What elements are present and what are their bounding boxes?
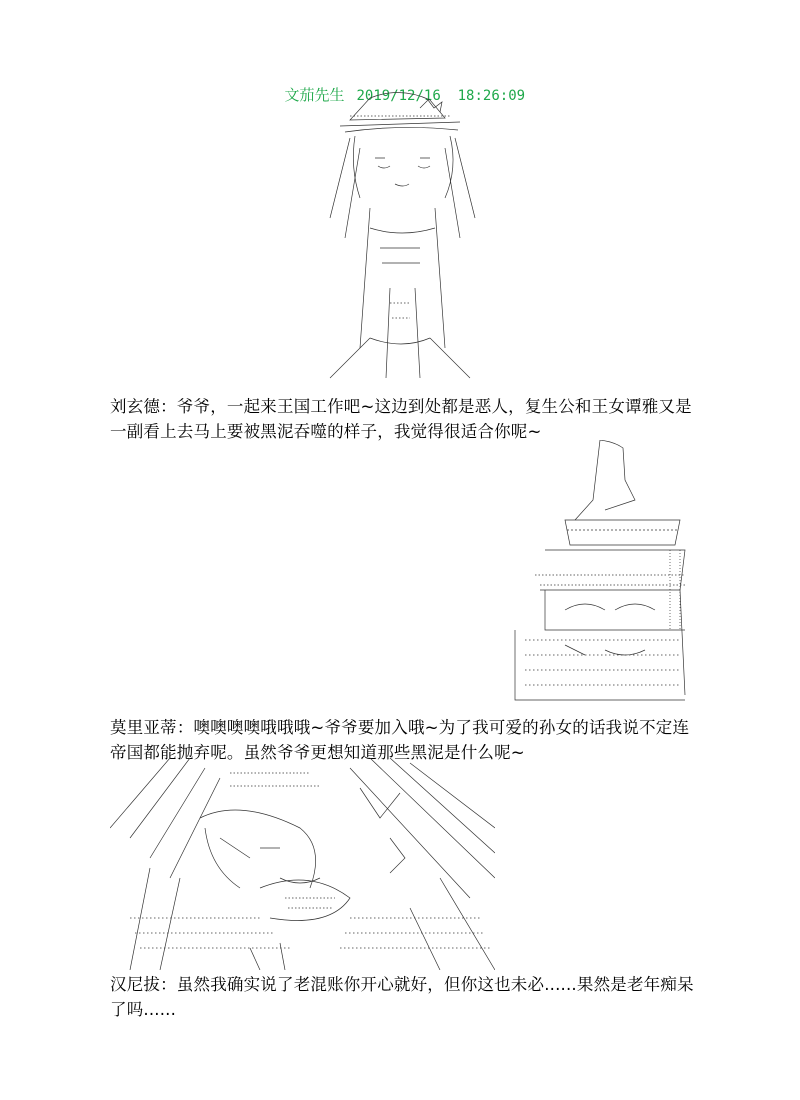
speaker-name: 汉尼拔 — [110, 975, 161, 994]
dialogue-line — [110, 394, 695, 444]
dialogue-text: ：爷爷，一起来王国工作吧~这边到处都是恶人，复生公和王女谭雅又是一副看上去马上要被黑泥吞噬的样子，我觉得很适合你呢~ — [110, 397, 692, 441]
ascii-art-windswept-figure — [110, 758, 495, 970]
speaker-name: 刘玄德 — [110, 397, 161, 416]
ascii-art-hooded-figure — [505, 440, 695, 710]
dialogue-text: ：噢噢噢噢哦哦哦~爷爷要加入哦~为了我可爱的孙女的话我说不定连帝国都能抛弃呢。虽然爷爷更想知道那些黑泥是什么呢~ — [110, 718, 690, 762]
post-timestamp: 2019/12/16 18:26:09 — [356, 88, 526, 104]
author-name: 文茄先生 — [284, 86, 345, 104]
dialogue-line — [110, 972, 695, 1022]
dialogue-text: ：虽然我确实说了老混账你开心就好，但你这也未必......果然是老年痴呆了吗...... — [110, 975, 694, 1019]
ascii-art-girl — [310, 88, 495, 388]
speaker-name: 莫里亚蒂 — [110, 718, 177, 737]
